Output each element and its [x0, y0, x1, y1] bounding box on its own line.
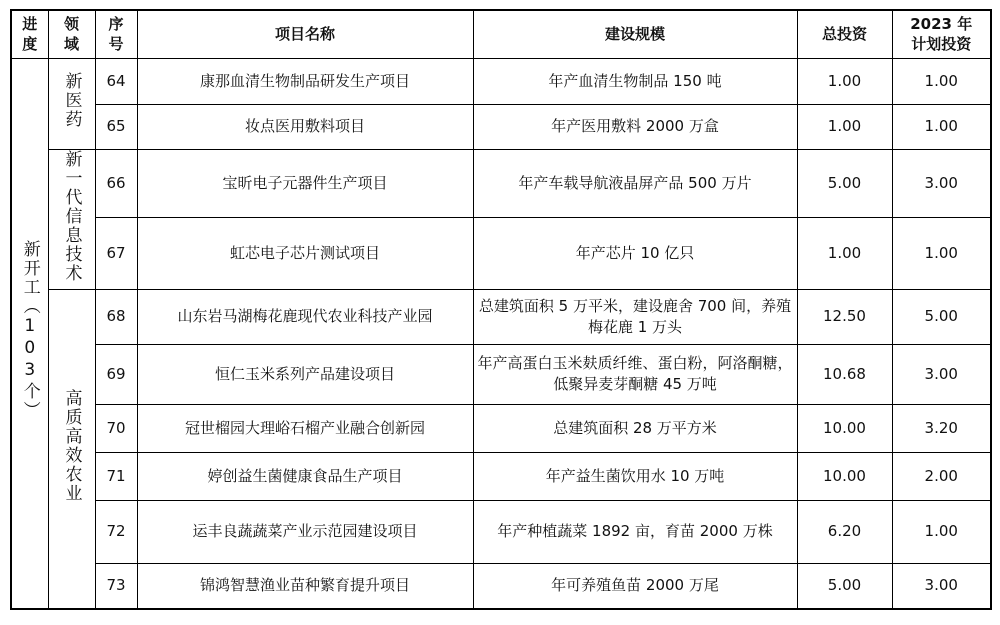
header-row — [11, 10, 991, 58]
field-cell-agriculture — [48, 289, 95, 609]
header-scale: 建设规模 — [473, 10, 797, 58]
name-cell: 宝昕电子元器件生产项目 — [137, 149, 473, 218]
name-cell: 锦鸿智慧渔业苗种繁育提升项目 — [137, 563, 473, 609]
field-label-agriculture: 高质高效农业 — [61, 388, 82, 503]
plan-cell: 1.00 — [892, 58, 991, 104]
header-total: 总投资 — [797, 10, 892, 58]
table-row — [11, 58, 991, 104]
plan-cell: 2.00 — [892, 452, 991, 500]
total-cell: 5.00 — [797, 149, 892, 218]
field-label-it: 新一代信息技术 — [61, 149, 82, 283]
header-progress — [11, 10, 48, 58]
seq-cell: 72 — [95, 500, 137, 563]
header-field-line1: 领 — [63, 15, 79, 34]
header-seq — [95, 10, 137, 58]
plan-cell: 3.00 — [892, 563, 991, 609]
seq-cell: 65 — [95, 104, 137, 149]
total-cell: 10.00 — [797, 404, 892, 452]
field-cell-it — [48, 149, 95, 289]
plan-cell: 3.00 — [892, 344, 991, 404]
table-row — [11, 289, 991, 344]
total-cell: 1.00 — [797, 104, 892, 149]
plan-cell: 3.20 — [892, 404, 991, 452]
header-progress-line1: 进 — [22, 15, 38, 34]
seq-cell: 70 — [95, 404, 137, 452]
name-cell: 恒仁玉米系列产品建设项目 — [137, 344, 473, 404]
progress-cell — [11, 58, 48, 609]
name-cell: 婷创益生菌健康食品生产项目 — [137, 452, 473, 500]
plan-cell: 1.00 — [892, 500, 991, 563]
table-row — [11, 452, 991, 500]
table-row — [11, 149, 991, 218]
scale-cell: 年产高蛋白玉米麸质纤维、蛋白粉，阿洛酮糖，低聚异麦芽酮糖 45 万吨 — [473, 344, 797, 404]
table-row — [11, 404, 991, 452]
scale-cell: 年产芯片 10 亿只 — [473, 218, 797, 289]
name-cell: 妆点医用敷料项目 — [137, 104, 473, 149]
total-cell: 5.00 — [797, 563, 892, 609]
seq-cell: 73 — [95, 563, 137, 609]
total-cell: 10.68 — [797, 344, 892, 404]
plan-cell: 1.00 — [892, 104, 991, 149]
scale-cell: 年产车载导航液晶屏产品 500 万片 — [473, 149, 797, 218]
table-row — [11, 218, 991, 289]
header-field-line2: 域 — [63, 35, 79, 54]
scale-cell: 年可养殖鱼苗 2000 万尾 — [473, 563, 797, 609]
header-plan — [892, 10, 991, 58]
name-cell: 山东岩马湖梅花鹿现代农业科技产业园 — [137, 289, 473, 344]
scale-cell: 年产益生菌饮用水 10 万吨 — [473, 452, 797, 500]
plan-cell: 1.00 — [892, 218, 991, 289]
total-cell: 1.00 — [797, 218, 892, 289]
header-seq-line2: 号 — [108, 35, 124, 54]
name-cell: 康那血清生物制品研发生产项目 — [137, 58, 473, 104]
header-progress-line2: 度 — [22, 35, 38, 54]
scale-cell: 年产血清生物制品 150 吨 — [473, 58, 797, 104]
seq-cell: 67 — [95, 218, 137, 289]
table-row — [11, 104, 991, 149]
seq-cell: 71 — [95, 452, 137, 500]
scale-cell: 年产种植蔬菜 1892 亩，育苗 2000 万株 — [473, 500, 797, 563]
seq-cell: 68 — [95, 289, 137, 344]
header-seq-line1: 序 — [108, 15, 124, 34]
table-row — [11, 344, 991, 404]
table-row — [11, 563, 991, 609]
header-field — [48, 10, 95, 58]
scale-cell: 总建筑面积 28 万平方米 — [473, 404, 797, 452]
plan-cell: 3.00 — [892, 149, 991, 218]
total-cell: 6.20 — [797, 500, 892, 563]
field-cell-medicine — [48, 58, 95, 149]
header-plan-line2: 计划投资 — [911, 35, 972, 54]
seq-cell: 66 — [95, 149, 137, 218]
scale-cell: 年产医用敷料 2000 万盒 — [473, 104, 797, 149]
name-cell: 冠世榴园大理峪石榴产业融合创新园 — [137, 404, 473, 452]
total-cell: 10.00 — [797, 452, 892, 500]
scale-cell: 总建筑面积 5 万平米，建设鹿舍 700 间，养殖梅花鹿 1 万头 — [473, 289, 797, 344]
table-row — [11, 500, 991, 563]
plan-cell: 5.00 — [892, 289, 991, 344]
name-cell: 虹芯电子芯片测试项目 — [137, 218, 473, 289]
header-plan-line1: 2023 年 — [910, 15, 973, 34]
seq-cell: 64 — [95, 58, 137, 104]
total-cell: 1.00 — [797, 58, 892, 104]
project-table — [10, 9, 992, 610]
field-label-medicine: 新医药 — [61, 72, 82, 129]
header-name: 项目名称 — [137, 10, 473, 58]
name-cell: 运丰良蔬蔬菜产业示范园建设项目 — [137, 500, 473, 563]
seq-cell: 69 — [95, 344, 137, 404]
progress-label: 新开工（103个） — [19, 240, 40, 421]
total-cell: 12.50 — [797, 289, 892, 344]
